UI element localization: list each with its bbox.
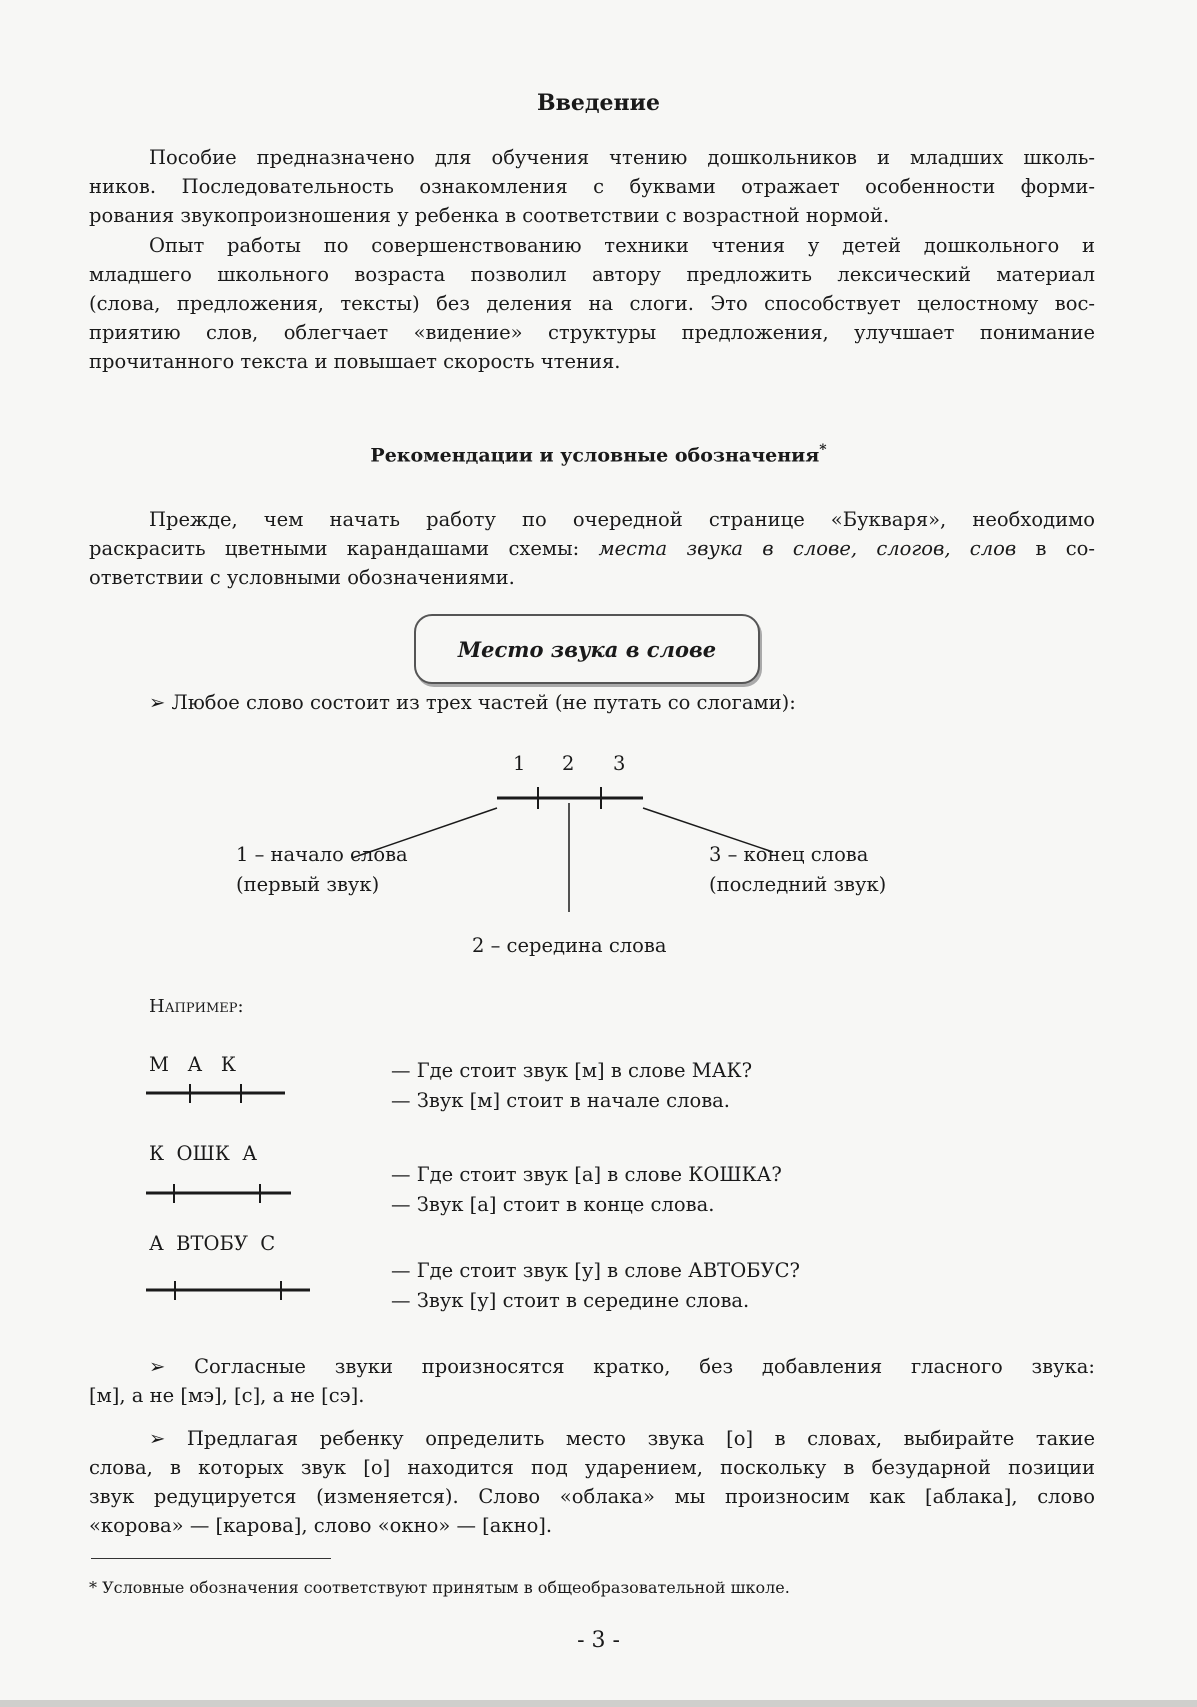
bullet-item-3 <box>89 1424 1095 1540</box>
footnote-text: * Условные обозначения соответствуют принятым в общеобразовательной школе. <box>89 1578 790 1597</box>
text-line: рования звукопроизношения у ребенка в соответствии с возрастной нормой. <box>89 204 890 227</box>
text-segment: в со- <box>1016 537 1096 560</box>
text-segment: раскрасить цветными карандашами схемы: <box>89 537 599 560</box>
part-number-1: 1 <box>513 752 526 775</box>
label-middle: 2 – середина слова <box>472 934 667 957</box>
example-word-koshka: К ОШК А <box>149 1142 257 1165</box>
example-label: Например: <box>149 996 244 1017</box>
bullet-text: Любое слово состоит из трех частей (не путать со слогами): <box>171 691 796 714</box>
text-line: ников. Последовательность ознакомления с буквами отражает особенности форми- <box>89 175 1095 198</box>
example-word-mak: М А К <box>149 1053 237 1076</box>
text-line: (слова, предложения, тексты) без деления на слоги. Это способствует целостному вос- <box>89 292 1095 315</box>
text-line: младшего школьного возраста позволил автору предложить лексический материал <box>89 263 1095 286</box>
footnote-divider <box>91 1558 331 1559</box>
text-line: прочитанного текста и повышает скорость чтения. <box>89 350 621 373</box>
part-number-2: 2 <box>562 752 575 775</box>
bullet-text: Предлагая ребенку определить место звука [о] в словах, выбирайте такие <box>186 1427 1095 1450</box>
example-answer: — Звук [м] стоит в начале слова. <box>391 1089 730 1112</box>
example-word-avtobus: А ВТОБУ С <box>149 1232 276 1255</box>
text-line: приятию слов, облегчает «видение» структуры предложения, улучшает понимание <box>89 321 1095 344</box>
label-start: 1 – начало слова <box>236 843 408 866</box>
italic-segment: места звука в слове, слогов, слов <box>598 537 1017 560</box>
part-number-3: 3 <box>613 752 626 775</box>
text-line: Пособие предназначено для обучения чтению дошкольников и младших школь- <box>149 146 1095 169</box>
text-line: Опыт работы по совершенствованию техники чтения у детей дошкольного и <box>149 234 1095 257</box>
section-box-title: Место звука в слове <box>414 614 760 684</box>
label-start-note: (первый звук) <box>236 873 380 896</box>
example-question: — Где стоит звук [м] в слове МАК? <box>391 1059 753 1082</box>
text-line: ответствии с условными обозначениями. <box>89 566 515 589</box>
text-line: Прежде, чем начать работу по очередной странице «Букваря», необходимо <box>149 508 1095 531</box>
bullet-arrow-icon: ➢ <box>149 691 166 714</box>
example-answer: — Звук [у] стоит в середине слова. <box>391 1289 750 1312</box>
text-line: слова, в которых звук [о] находится под ударением, поскольку в безударной позиции <box>89 1456 1095 1479</box>
footnote-mark: * <box>819 442 827 458</box>
text-line: «корова» — [карова], слово «окно» — [акно]. <box>89 1514 553 1537</box>
text-line: звук редуцируется (изменяется). Слово «облака» мы произносим как [аблака], слово <box>89 1485 1095 1508</box>
bullet-item-2 <box>89 1352 1095 1410</box>
page-bottom-edge <box>0 1700 1197 1707</box>
bullet-arrow-icon: ➢ <box>149 1355 166 1378</box>
label-end-note: (последний звук) <box>709 873 887 896</box>
recommendations-title-text: Рекомендации и условные обозначения <box>370 444 820 467</box>
text-line <box>89 1424 1095 1453</box>
page-number: - 3 - <box>577 1628 620 1653</box>
bullet-arrow-icon: ➢ <box>149 1427 166 1450</box>
label-end: 3 – конец слова <box>709 843 869 866</box>
example-question: — Где стоит звук [а] в слове КОШКА? <box>391 1163 782 1186</box>
bullet-text: Согласные звуки произносятся кратко, без добавления гласного звука: <box>194 1355 1095 1378</box>
intro-title: Введение <box>537 90 660 116</box>
example-answer: — Звук [а] стоит в конце слова. <box>391 1193 715 1216</box>
text-line: [м], а не [мэ], [с], а не [сэ]. <box>89 1384 365 1407</box>
text-line <box>89 1352 1095 1381</box>
example-question: — Где стоит звук [у] в слове АВТОБУС? <box>391 1259 800 1282</box>
